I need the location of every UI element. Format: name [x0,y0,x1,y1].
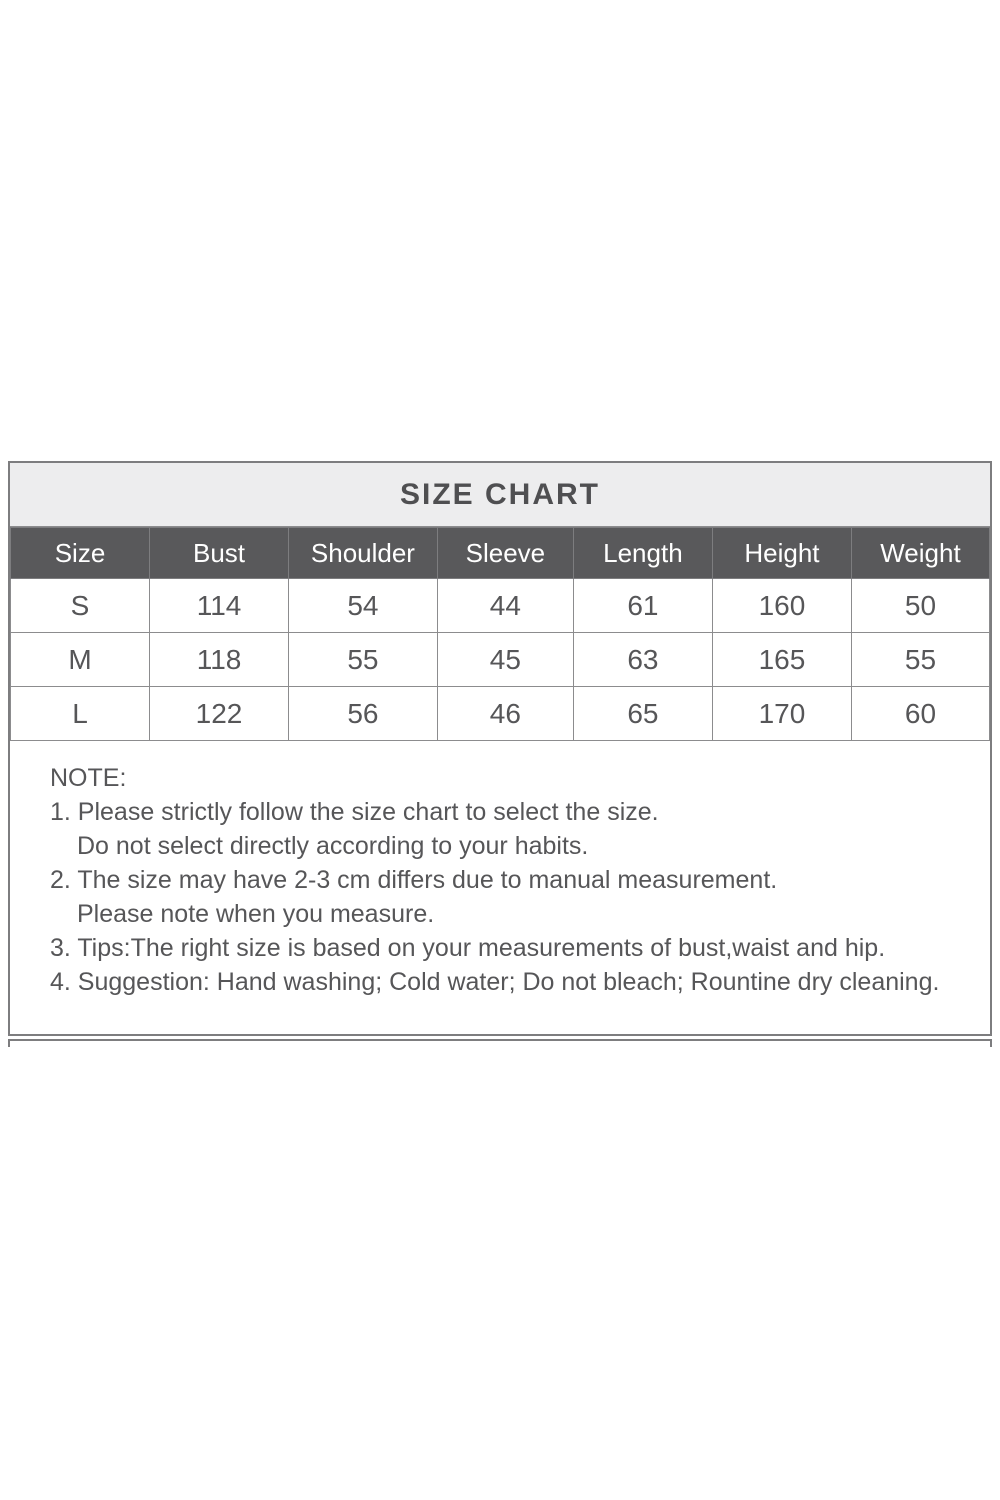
height-cell: 170 [712,687,851,741]
size-table-header-row [11,528,990,579]
notes-heading: NOTE: [50,764,127,792]
size-label-cell: M [11,633,150,687]
shoulder-cell: 54 [289,579,438,633]
next-section-top-edge [8,1039,992,1047]
bust-cell: 122 [150,687,289,741]
bust-cell: 114 [150,579,289,633]
notes-section [10,741,990,1034]
note-line-3: 3. Tips:The right size is based on your measurements of bust,waist and hip. [50,934,886,962]
weight-cell: 60 [851,687,989,741]
sleeve-cell: 44 [437,579,573,633]
weight-cell: 50 [851,579,989,633]
table-row-size-l [11,687,990,741]
weight-cell: 55 [851,633,989,687]
shoulder-cell: 55 [289,633,438,687]
sleeve-cell: 45 [437,633,573,687]
note-line-2-continued: Please note when you measure. [77,900,435,928]
column-header-sleeve: Sleeve [437,528,573,579]
note-line-2: 2. The size may have 2-3 cm differs due to manual measurement. [50,866,778,894]
note-line-4: 4. Suggestion: Hand washing; Cold water; Do not bleach; Rountine dry cleaning. [50,968,940,996]
table-row-size-m [11,633,990,687]
height-cell: 165 [712,633,851,687]
column-header-shoulder: Shoulder [289,528,438,579]
column-header-length: Length [573,528,712,579]
size-chart-title: SIZE CHART [10,463,990,527]
shoulder-cell: 56 [289,687,438,741]
size-label-cell: L [11,687,150,741]
length-cell: 61 [573,579,712,633]
note-line-1: 1. Please strictly follow the size chart to select the size. [50,798,659,826]
note-line-1-continued: Do not select directly according to your habits. [77,832,589,860]
column-header-bust: Bust [150,528,289,579]
size-table [10,527,990,741]
length-cell: 63 [573,633,712,687]
size-chart-panel [8,461,992,1036]
bust-cell: 118 [150,633,289,687]
sleeve-cell: 46 [437,687,573,741]
length-cell: 65 [573,687,712,741]
size-label-cell: S [11,579,150,633]
column-header-weight: Weight [851,528,989,579]
column-header-size: Size [11,528,150,579]
height-cell: 160 [712,579,851,633]
table-row-size-s [11,579,990,633]
column-header-height: Height [712,528,851,579]
